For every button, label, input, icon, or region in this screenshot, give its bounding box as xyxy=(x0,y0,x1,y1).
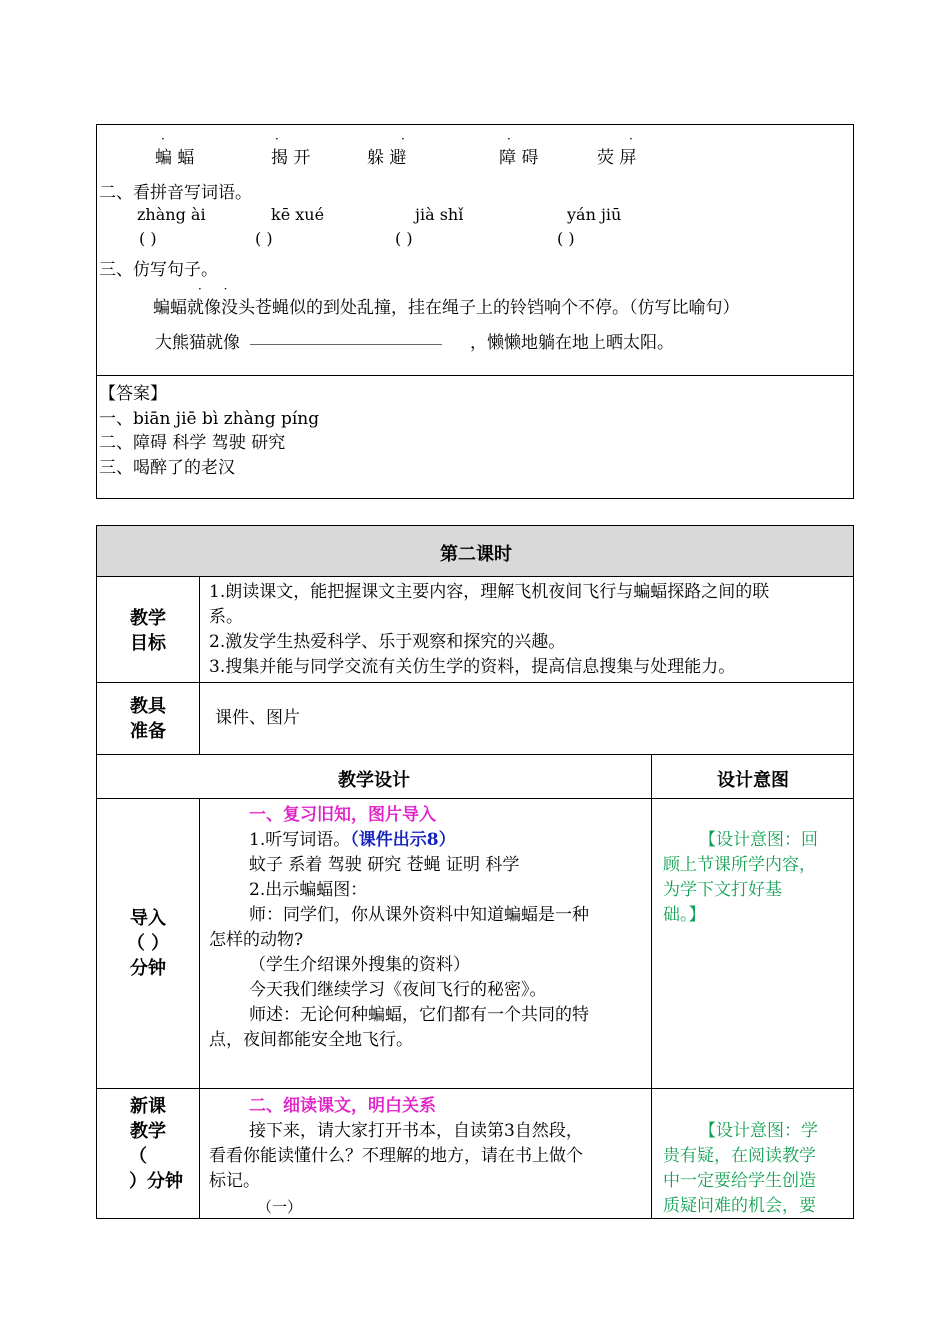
intro-label xyxy=(97,906,199,981)
row-line xyxy=(97,754,854,755)
new-lesson-label-line: ）分钟 xyxy=(129,1171,183,1192)
col-line xyxy=(199,798,200,1219)
tools-label xyxy=(97,694,199,744)
row-line xyxy=(97,682,854,683)
teacher-narration: 师述：无论何种蝙蝠，它们都有一个共同的特 xyxy=(249,1005,589,1025)
student-activity: （学生介绍课外搜集的资料） xyxy=(249,955,470,975)
goals-label-line: 目标 xyxy=(130,633,166,654)
col-line xyxy=(199,576,200,754)
tools-label-line: 教具 xyxy=(130,696,166,717)
tools-content: 课件、图片 xyxy=(215,708,300,728)
goals-label-line: 教学 xyxy=(130,608,166,629)
courseware-note: （课件出示8） xyxy=(350,830,456,850)
answer-line: 三、喝醉了的老汉 xyxy=(99,458,235,478)
goals-label xyxy=(97,606,199,656)
reading-instruction-end: 标记。 xyxy=(209,1171,260,1191)
answer-line: 一、biān jiē bì zhàng píng xyxy=(99,409,320,429)
word-item: 荧 屏 xyxy=(597,148,637,168)
word-item: 障 碍 xyxy=(499,148,539,168)
lesson-plan-table xyxy=(96,525,854,1219)
answer-line: 二、障碍 科学 驾驶 研究 xyxy=(99,433,286,453)
answer-blank[interactable]: ( ) xyxy=(557,229,575,248)
word-item: 蝙 蝠 xyxy=(155,148,195,168)
dictation-words: 蚊子 系着 驾驶 研究 苍蝇 证明 科学 xyxy=(249,855,520,875)
emphasis-dot: · xyxy=(401,132,405,146)
tools-label-line: 准备 xyxy=(130,721,166,742)
dictation-text: 1.听写词语。 xyxy=(249,830,351,850)
new-lesson-label-line: 教学 xyxy=(130,1121,166,1142)
reading-instruction-cont: 看看你能读懂什么？不理解的地方，请在书上做个 xyxy=(209,1146,583,1166)
goal-line: 系。 xyxy=(209,607,243,627)
intent-line: 中一定要给学生创造 xyxy=(663,1171,816,1191)
design-header: 教学设计 xyxy=(338,770,410,791)
lesson-title: 第二课时 xyxy=(440,544,512,565)
section1-line2: 2.出示蝙蝠图： xyxy=(249,880,368,900)
answer-blank[interactable]: ( ) xyxy=(395,229,413,248)
row-line xyxy=(97,576,854,577)
pinyin-item: zhàng ài xyxy=(137,205,206,224)
intent-line: 顾上节课所学内容， xyxy=(663,855,816,875)
divider xyxy=(97,375,853,376)
intro-label-line: 分钟 xyxy=(130,958,166,979)
exercise-table xyxy=(96,124,854,499)
teacher-question-cont: 怎样的动物? xyxy=(209,930,304,950)
pinyin-item: kē xué xyxy=(271,205,325,224)
emphasis-dot: · · xyxy=(198,282,237,296)
answer-blank[interactable]: ( ) xyxy=(255,229,273,248)
intro-label-line: 导入 xyxy=(130,908,166,929)
goal-line: 3.搜集并能与同学交流有关仿生学的资料，提高信息搜集与处理能力。 xyxy=(209,657,736,677)
word-item: 揭 开 xyxy=(271,148,311,168)
teacher-question: 师：同学们，你从课外资料中知道蝙蝠是一种 xyxy=(249,905,589,925)
emphasis-dot: · xyxy=(161,132,165,146)
intent-line: 【设计意图：回 xyxy=(699,830,818,850)
row-line xyxy=(97,1088,854,1089)
goal-line: 1.朗读课文，能把握课文主要内容，理解飞机夜间飞行与蝙蝠探路之间的联 xyxy=(209,582,770,602)
example-sentence: 蝙蝠就像没头苍蝇似的到处乱撞，挂在绳子上的铃铛响个不停。（仿写比喻句） xyxy=(153,298,740,318)
intro-label-line: （ ） xyxy=(126,933,170,954)
new-lesson-label-line: （ xyxy=(129,1146,147,1167)
emphasis-dot: · xyxy=(629,132,633,146)
question-2-title: 二、看拼音写词语。 xyxy=(99,183,252,203)
teacher-narration-cont: 点，夜间都能安全地飞行。 xyxy=(209,1030,413,1050)
new-lesson-label xyxy=(97,1094,199,1194)
col-line xyxy=(651,754,652,1219)
fill-sentence-prefix: 大熊猫就像 xyxy=(155,333,240,353)
goal-line: 2.激发学生热爱科学、乐于观察和探究的兴趣。 xyxy=(209,632,566,652)
fill-sentence-suffix: ，懒懒地躺在地上晒太阳。 xyxy=(470,333,674,353)
emphasis-dot: · xyxy=(275,132,279,146)
pinyin-item: jià shǐ xyxy=(415,205,464,224)
intent-line: 贵有疑，在阅读教学 xyxy=(663,1146,816,1166)
section1-heading: 一、复习旧知，图片导入 xyxy=(249,805,436,825)
intent-line: 为学下文打好基 xyxy=(663,880,782,900)
intent-line: 质疑问难的机会，要 xyxy=(663,1196,816,1216)
intent-line: 础。】 xyxy=(663,905,706,925)
pinyin-item: yán jiū xyxy=(567,205,622,224)
section2-heading: 二、细读课文，明白关系 xyxy=(249,1096,436,1116)
word-item: 躲 避 xyxy=(367,148,407,168)
reading-instruction: 接下来，请大家打开书本，自读第3自然段， xyxy=(249,1121,583,1141)
answer-blank[interactable]: ( ) xyxy=(139,229,157,248)
intent-line: 【设计意图：学 xyxy=(699,1121,818,1141)
new-lesson-label-line: 新课 xyxy=(130,1096,166,1117)
emphasis-dot: · xyxy=(507,132,511,146)
question-3-title: 三、仿写句子。 xyxy=(99,260,218,280)
fill-blank-line[interactable]: ________________________ xyxy=(250,326,442,345)
answer-title: 【答案】 xyxy=(99,384,167,404)
section1-line1 xyxy=(249,828,456,853)
row-line xyxy=(97,798,854,799)
intent-header: 设计意图 xyxy=(717,770,789,791)
continue-text: 今天我们继续学习《夜间飞行的秘密》。 xyxy=(249,980,547,1000)
subsection-marker: （一） xyxy=(257,1198,303,1216)
